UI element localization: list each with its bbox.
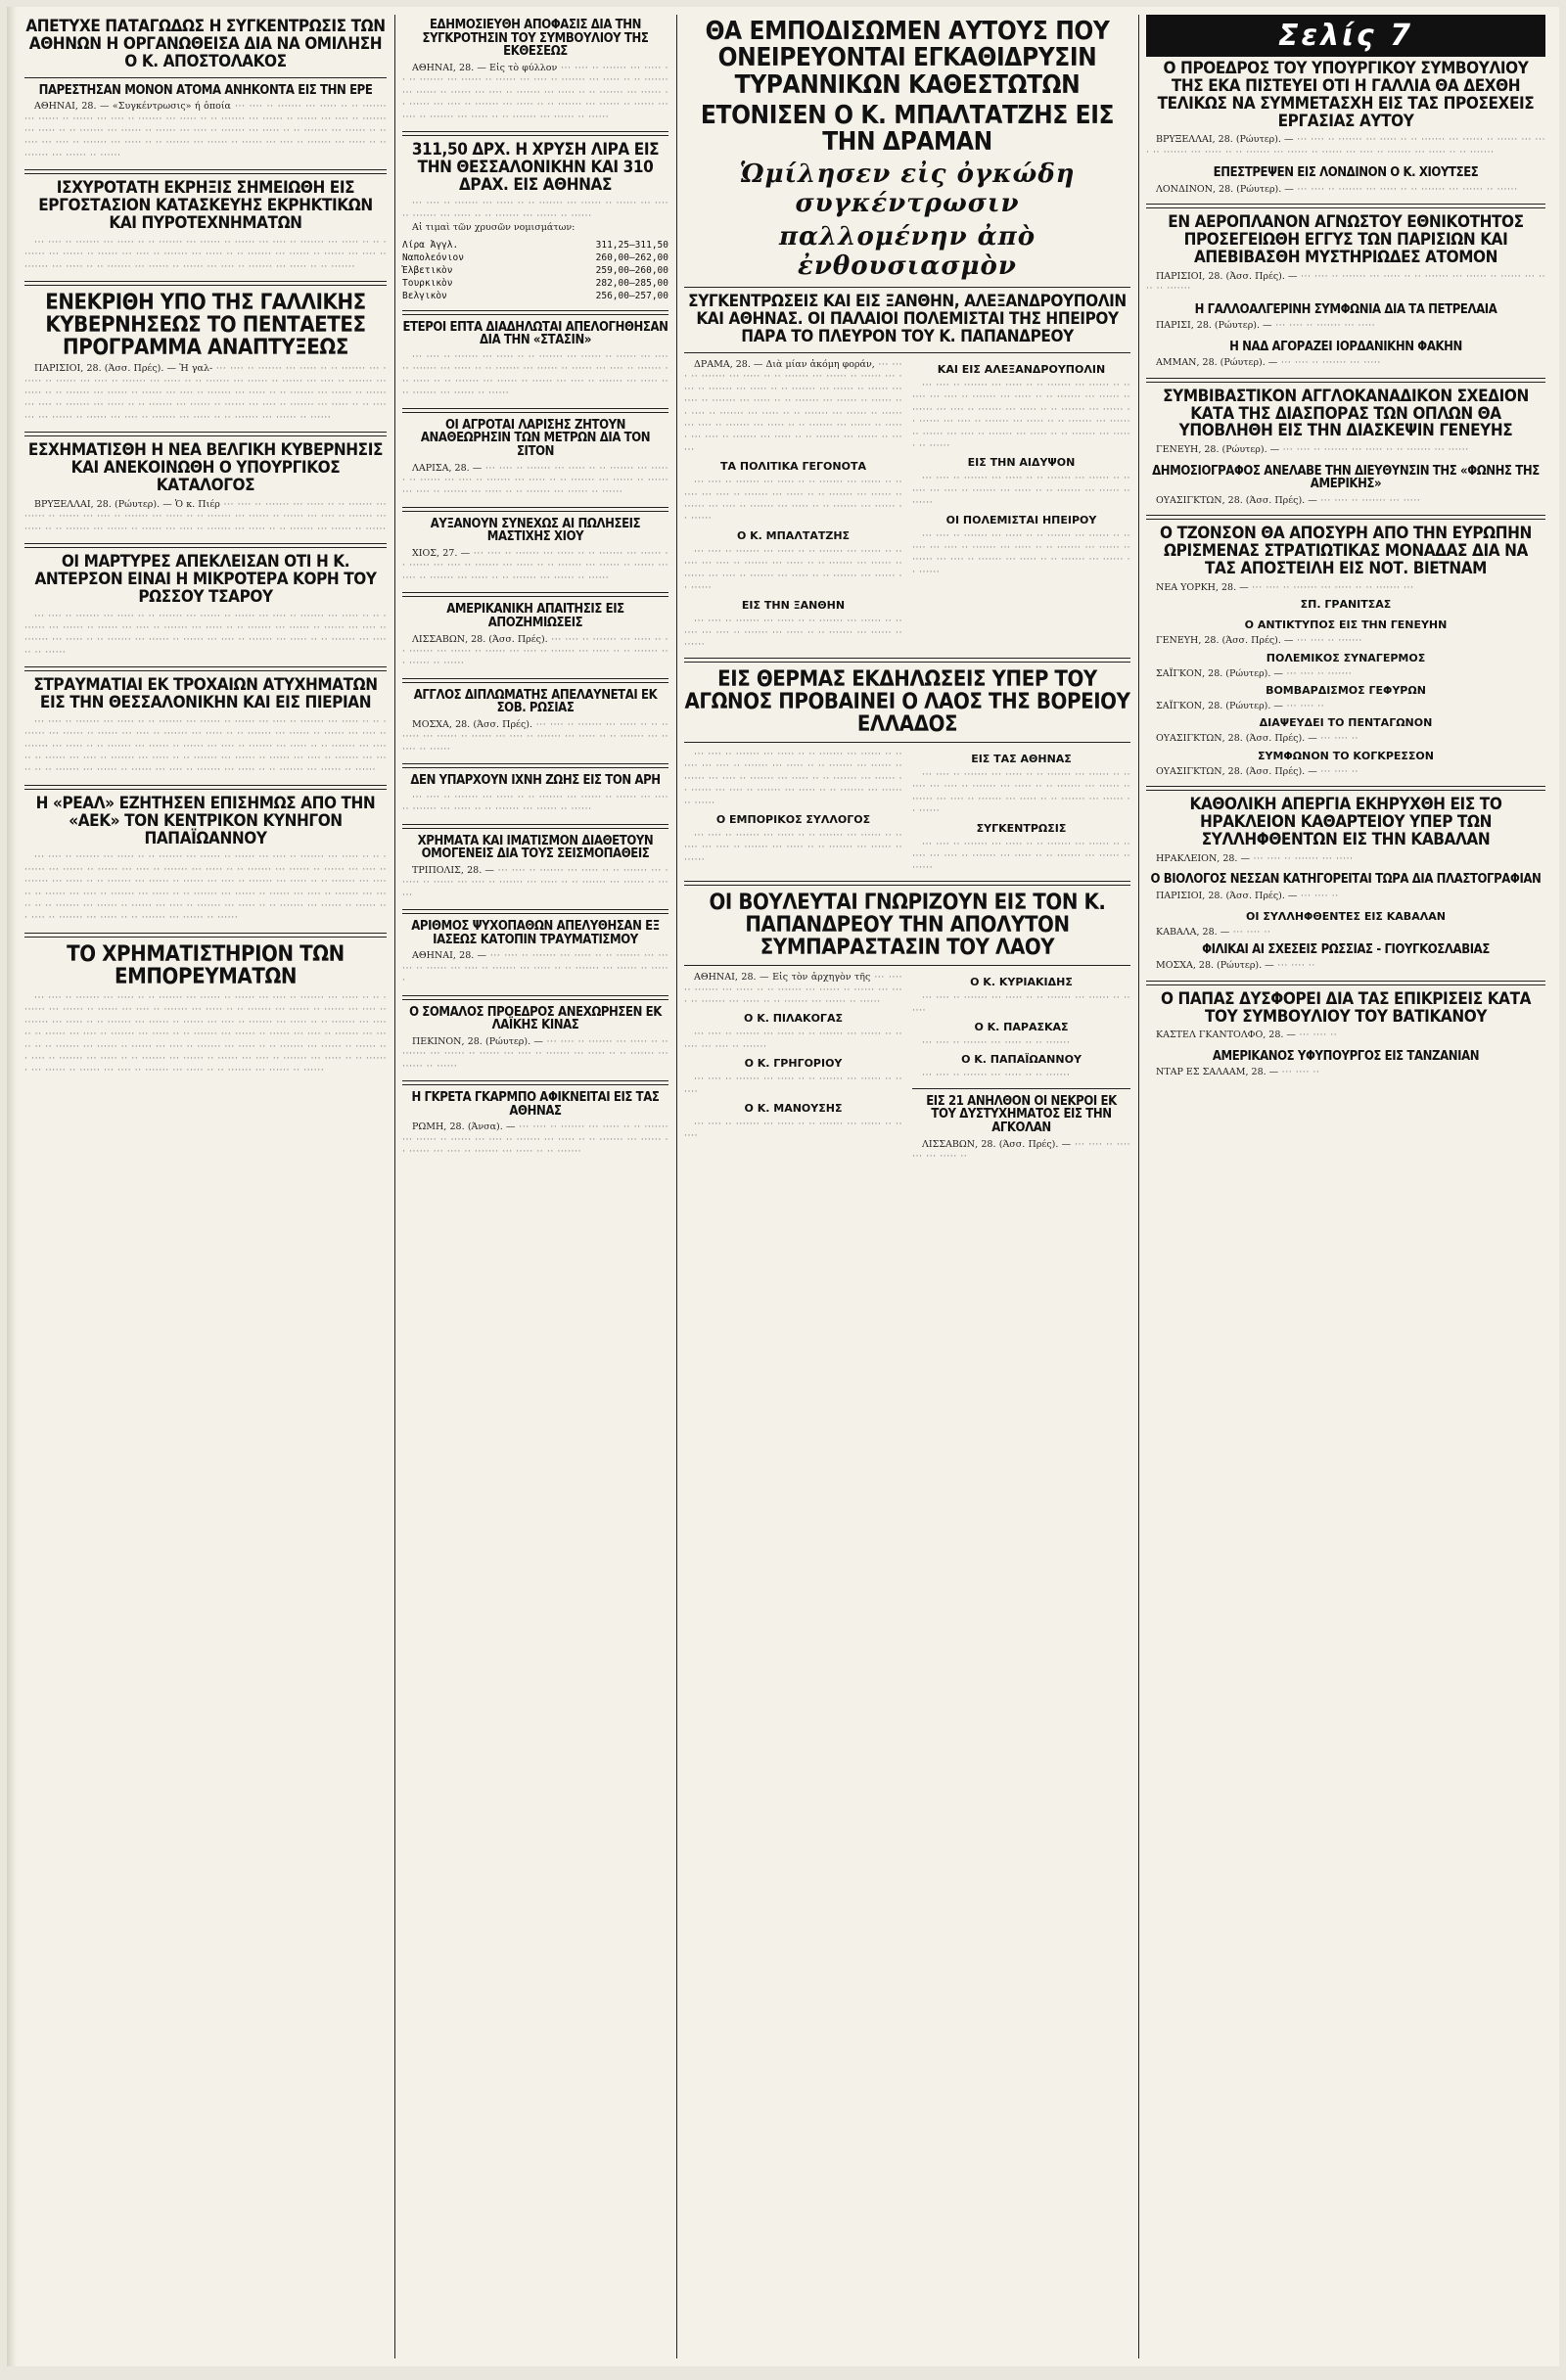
headline: Η ΝΑΔ ΑΓΟΡΑΖΕΙ ΙΟΡΔΑΝΙΚΗΝ ΦΑΚΗΝ: [1229, 339, 1462, 354]
body-column-left: [684, 972, 902, 1163]
article: [1146, 526, 1545, 611]
article-body: ΜΟΣΧΑ, 28. (Άσσ. Πρές). ··· ···· ·· ······· ··· ····· ·· ·· ······· ··· ······ ·· ······ ··· ···· ·· ······· ··· ····· ·· ·· ······· ··· ······ ·· ······: [402, 719, 668, 755]
section-head: ΚΑΙ ΕΙΣ ΑΛΕΞΑΝΔΡΟΥΠΟΛΙΝ: [937, 363, 1106, 377]
dateline: ΛΙΣΣΑΒΩΝ, 28. (Άσσ. Πρές).: [412, 633, 548, 645]
headline: Η ΓΑΛΛΟΑΛΓΕΡΙΝΗ ΣΥΜΦΩΝΙΑ ΔΙΑ ΤΑ ΠΕΤΡΕΛΑΙΑ: [1194, 301, 1497, 317]
column-rule: [394, 15, 395, 2358]
headline: ΕΤΕΡΟΙ ΕΠΤΑ ΔΙΑΔΗΛΩΤΑΙ ΑΠΕΛΟΓΗΘΗΣΑΝ ΔΙΑ ΤΗΝ «ΣΤΑΣΙΝ»: [402, 319, 668, 348]
dateline: ΛΙΣΣΑΒΩΝ, 28. (Άσσ. Πρές). —: [922, 1138, 1072, 1150]
article-body: ··· ···· ·· ······· ··· ····· ·· ·· ······· ··· ······ ·· ······ ··· ···· ·· ······· ··· ····· ·· ·· ······· ··· ······ ·· ······: [684, 615, 902, 651]
article: [1146, 988, 1545, 1042]
article: [1146, 386, 1545, 457]
dateline: ΠΑΡΙΣΙΟΙ, 28. (Άσσ. Πρές). — Ἡ γαλ-: [34, 363, 213, 375]
headline: ΣΥΜΒΙΒΑΣΤΙΚΟΝ ΑΓΓΛΟΚΑΝΑΔΙΚΟΝ ΣΧΕΔΙΟΝ ΚΑΤΑ ΤΗΣ ΔΙΑΣΠΟΡΑΣ ΤΩΝ ΟΠΛΩΝ ΘΑ ΥΠΟΒΛΗΘΗ ΕΙΣ ΤΗΝ ΔΙΑΣΚΕΨΙΝ ΓΕΝΕΥΗΣ: [1163, 386, 1529, 441]
two-column-body: [684, 972, 1130, 1163]
headline: ΟΙ ΑΓΡΟΤΑΙ ΛΑΡΙΣΗΣ ΖΗΤΟΥΝ ΑΝΑΘΕΩΡΗΣΙΝ ΤΩΝ ΜΕΤΡΩΝ ΔΙΑ ΤΟΝ ΣΙΤΟΝ: [420, 417, 651, 459]
script-subtitle-2: παλλομένην ἀπὸ ἐνθουσιασμὸν: [778, 222, 1036, 282]
prices-caption: Αἱ τιμαὶ τῶν χρυσῶν νομισμάτων:: [412, 222, 576, 234]
divider: [402, 824, 668, 829]
section-head: ΠΟΛΕΜΙΚΟΣ ΣΥΝΑΓΕΡΜΟΣ: [1266, 651, 1426, 664]
dateline: ΓΕΝΕΥΗ, 28. (Ρώυτερ). —: [1156, 444, 1280, 456]
headline: ΔΗΜΟΣΙΟΓΡΑΦΟΣ ΑΝΕΛΑΒΕ ΤΗΝ ΔΙΕΥΘΥΝΣΙΝ ΤΗΣ «ΦΩΝΗΣ ΤΗΣ ΑΜΕΡΙΚΗΣ»: [1152, 463, 1540, 492]
section-head: ΣΥΜΦΩΝΟΝ ΤΟ ΚΟΓΚΡΕΣΣΟΝ: [1258, 749, 1434, 762]
divider: [684, 658, 1130, 663]
price-row: Λίρα Ἀγγλ. 311,25—311,50: [402, 239, 668, 251]
dateline: ΒΡΥΞΕΛΛΑΙ, 28. (Ρώυτερ). —: [1156, 134, 1294, 146]
dateline: ΑΜΜΑΝ, 28. (Ρώυτερ). —: [1156, 357, 1278, 369]
dateline: ΠΕΚΙΝΟΝ, 28. (Ρώυτερ). —: [412, 1035, 543, 1047]
body-column-right: [912, 972, 1130, 1163]
article: [402, 19, 668, 123]
two-column-body: [684, 749, 1130, 875]
script-subtitle: Ὡμίλησεν εἰς ὀγκώδη συγκέντρωσιν: [739, 160, 1076, 219]
two-column-body: [684, 359, 1130, 652]
divider: [402, 310, 668, 315]
divider: [684, 965, 1130, 966]
section-head: ΕΙΣ ΤΗΝ ΞΑΝΘΗΝ: [741, 598, 846, 612]
boxed-headline: ΕΙΣ 21 ΑΝΗΛΘΟΝ ΟΙ ΝΕΚΡΟΙ ΕΚ ΤΟΥ ΔΥΣΤΥΧΗΜΑΤΟΣ ΕΙΣ ΤΗΝ ΑΓΚΟΛΑΝ: [926, 1093, 1117, 1136]
divider: [24, 77, 387, 78]
article: [1146, 465, 1545, 508]
section-head: Ο Κ. ΜΠΑΛΤΑΤΖΗΣ: [736, 528, 851, 542]
dateline: ΑΘΗΝΑΙ, 28. — «Συγκέντρωσις» ή ὁποία: [34, 101, 231, 113]
price-row: Ναπολεόνιον 260,00—262,00: [402, 252, 668, 263]
byline: ΣΠ. ΓΡΑΝΙΤΣΑΣ: [1300, 598, 1392, 612]
article-body: ··· ···· ·· ······· ··· ····· ·· ·· ·······: [922, 1036, 1071, 1048]
section-head: Ο Κ. ΠΑΠΑΪΩΑΝΝΟΥ: [961, 1053, 1082, 1067]
article: [1146, 61, 1545, 159]
price-row: Τουρκικὸν 282,00—285,00: [402, 277, 668, 289]
gold-price-table: [402, 239, 668, 302]
article-body: ΧΙΟΣ, 27. — ··· ···· ·· ······· ··· ····· ·· ·· ······· ··· ······ ·· ······ ··· ···· ·· ······· ··· ····· ·· ·· ······· ··· ······ ·· ······ ··· ···· ·· ······· ··· ····· ·· ·· ······· ··· ······ ·· ······: [402, 548, 668, 583]
article: [1146, 341, 1545, 370]
divider: [1146, 515, 1545, 520]
headline: 311,50 ΔΡΧ. Η ΧΡΥΣΗ ΛΙΡΑ ΕΙΣ ΤΗΝ ΘΕΣΣΑΛΟΝΙΚΗΝ ΚΑΙ 310 ΔΡΑΧ. ΕΙΣ ΑΘΗΝΑΣ: [411, 139, 660, 195]
article: [402, 419, 668, 499]
dateline: ΟΥΑΣΙΓΚΤΩΝ, 28. (Άσσ. Πρές). —: [1156, 765, 1317, 777]
page-number-banner: Σελίς 7: [1146, 15, 1545, 57]
article-body: ··· ···· ·· ······· ··· ····· ·· ·· ······· ··· ······ ·· ······: [912, 992, 1130, 1016]
headline: ΕΔΗΜΟΣΙΕΥΘΗ ΑΠΟΦΑΣΙΣ ΔΙΑ ΤΗΝ ΣΥΓΚΡΟΤΗΣΙΝ ΤΟΥ ΣΥΜΒΟΥΛΙΟΥ ΤΗΣ ΕΚΘΕΣΕΩΣ: [422, 18, 649, 60]
dateline: ΜΟΣΧΑ, 28. (Ρώυτερ). —: [1156, 960, 1274, 972]
article: [1146, 910, 1545, 972]
dateline: ΠΑΡΙΣΙ, 28. (Ρώυτερ). —: [1156, 320, 1272, 332]
center-columns: [678, 15, 1136, 2358]
headline: ΑΡΙΘΜΟΣ ΨΥΧΟΠΑΘΩΝ ΑΠΕΛΥΘΗΣΑΝ ΕΞ ΙΑΣΕΩΣ ΚΑΤΟΠΙΝ ΤΡΑΥΜΑΤΙΣΜΟΥ: [411, 919, 660, 947]
article-body: ΚΑΒΑΛΑ, 28. — ··· ···· ··: [1156, 927, 1271, 938]
article-body: ΓΕΝΕΥΗ, 28. (Ρώυτερ). — ··· ···· ·· ······· ··· ····· ·· ·· ······· ··· ······: [1156, 444, 1469, 456]
article: [24, 19, 387, 161]
dateline: ΟΥΑΣΙΓΚΤΩΝ, 28. (Άσσ. Πρές). —: [1156, 733, 1317, 745]
divider: [402, 763, 668, 768]
subheadline: ΣΥΓΚΕΝΤΡΩΣΕΙΣ ΚΑΙ ΕΙΣ ΞΑΝΘΗΝ, ΑΛΕΞΑΝΔΡΟΥΠΟΛΙΝ ΚΑΙ ΑΘΗΝΑΣ. ΟΙ ΠΑΛΑΙΟΙ ΠΟΛΕΜΙΣΤΑΙ ΤΗΣ ΗΠΕΙΡΟΥ ΠΑΡΑ ΤΟ ΠΛΕΥΡΟΝ ΤΟΥ Κ. ΠΑΠΑΝΔΡΕΟΥ: [688, 292, 1127, 347]
article: [402, 139, 668, 302]
article-body: ΟΥΑΣΙΓΚΤΩΝ, 28. (Άσσ. Πρές). — ··· ···· ··: [1156, 733, 1359, 745]
article-body: ··· ···· ·· ······· ··· ····· ·· ·· ······· ··· ······ ·· ······ ··· ···· ·· ······· ··· ····· ·· ·· ······· ··· ······ ·· ······ ··· ···· ·· ······· ··· ····· ·· ·· ······· ··· ······ ·· ······ ··· ···· ·· ······· ··· ····· ·· ·· ······· ··· ······ ·· ······: [402, 350, 668, 399]
headline: ΕΠΕΣΤΡΕΨΕΝ ΕΙΣ ΛΟΝΔΙΝΟΝ Ο Κ. ΧΙΟΥΤΣΕΣ: [1213, 165, 1479, 181]
article: [402, 518, 668, 585]
article: [1146, 873, 1545, 902]
divider: [24, 933, 387, 938]
article-body: ··· ···· ·· ······· ··· ····· ·· ·· ······· ··· ······ ·· ······ ··· ···· ·· ······· ··· ····· ·· ·· ······· ··· ······ ·· ······: [402, 198, 668, 221]
page-fold-shadow: [7, 7, 17, 2366]
divider: [24, 281, 387, 286]
dateline: ΒΡΥΞΕΛΛΑΙ, 28. (Ρώυτερ). — Ὁ κ. Πιέρ: [34, 498, 220, 510]
section-head: Ο Κ. ΓΡΗΓΟΡΙΟΥ: [744, 1057, 843, 1071]
article-body: ··· ···· ·· ······· ··· ····· ·· ·· ······· ··· ······ ·· ······ ··· ···· ·· ······· ··· ····· ·· ·· ······· ··· ······ ·· ······: [402, 791, 668, 815]
headline: Ο ΒΙΟΛΟΓΟΣ ΝΕΣΣΑΝ ΚΑΤΗΓΟΡΕΙΤΑΙ ΤΩΡΑ ΔΙΑ ΠΛΑΣΤΟΓΡΑΦΙΑΝ: [1150, 872, 1542, 888]
main-headline: ΘΑ ΕΜΠΟΔΙΣΩΜΕΝ ΑΥΤΟΥΣ ΠΟΥ ΟΝΕΙΡΕΥΟΝΤΑΙ ΕΓΚΑΘΙΔΡΥΣΙΝ ΤΥΡΑΝΝΙΚΩΝ ΚΑΘΕΣΤΩΤΩΝ: [705, 17, 1110, 100]
dateline: ΠΑΡΙΣΙΟΙ, 28. (Άσσ. Πρές). —: [1156, 890, 1298, 901]
article-body: ΝΤΑΡ ΕΣ ΣΑΛΑΑΜ, 28. — ··· ···· ··: [1156, 1067, 1320, 1078]
headline: Ο ΠΑΠΑΣ ΔΥΣΦΟΡΕΙ ΔΙΑ ΤΑΣ ΕΠΙΚΡΙΣΕΙΣ ΚΑΤΑ ΤΟΥ ΣΥΜΒΟΥΛΙΟΥ ΤΟΥ ΒΑΤΙΚΑΝΟΥ: [1160, 988, 1532, 1027]
article-body: ··· ···· ·· ······· ··· ····· ·· ·· ·······: [922, 1070, 1071, 1081]
article: [402, 774, 668, 815]
article-body: ··· ···· ·· ······· ··· ····· ·· ·· ······· ··· ······ ·· ······: [684, 1118, 902, 1142]
subheadline: ΠΑΡΕΣΤΗΣΑΝ ΜΟΝΟΝ ΑΤΟΜΑ ΑΝΗΚΟΝΤΑ ΕΙΣ ΤΗΝ ΕΡΕ: [38, 82, 373, 98]
dateline: ΟΥΑΣΙΓΚΤΩΝ, 28. (Άσσ. Πρές). —: [1156, 494, 1317, 506]
article: [24, 442, 387, 535]
headline: ΑΓΓΛΟΣ ΔΙΠΛΩΜΑΤΗΣ ΑΠΕΛΑΥΝΕΤΑΙ ΕΚ ΣΟΒ. ΡΩΣΙΑΣ: [413, 687, 658, 716]
article: [1146, 214, 1545, 295]
column-rule: [676, 15, 677, 2358]
column-rule: [1138, 15, 1139, 2358]
article-body: ΑΘΗΝΑΙ, 28. — Εἰς τὸν ἀρχηγὸν τῆς ··· ···· ·· ······· ··· ····· ·· ·· ······· ··· ······ ·· ······ ··· ···· ·· ······· ··· ····· ·· ·· ······· ··· ······ ·· ······: [684, 972, 902, 1007]
article: [402, 1006, 668, 1074]
headline: ΟΙ ΜΑΡΤΥΡΕΣ ΑΠΕΚΛΕΙΣΑΝ ΟΤΙ Η Κ. ΑΝΤΕΡΣΟΝ ΕΙΝΑΙ Η ΜΙΚΡΟΤΕΡΑ ΚΟΡΗ ΤΟΥ ΡΩΣΣΟΥ ΤΣΑΡΟΥ: [34, 552, 377, 607]
article-body: ΑΘΗΝΑΙ, 28. — «Συγκέντρωσις» ή ὁποία ··· ···· ·· ······· ··· ····· ·· ·· ······· ··· ······ ·· ······ ··· ···· ·· ······· ··· ····· ·· ·· ······· ··· ······ ·· ······ ··· ···· ·· ······· ··· ····· ·· ·· ······· ··· ······ ·· ······ ··· ···· ·· ······· ··· ····· ·· ·· ······· ··· ······ ·· ······ ··· ···· ·· ······· ··· ····· ·· ·· ······· ··· ······ ·· ······ ··· ···· ·· ······· ··· ····· ·· ·· ······· ··· ······ ·· ······: [24, 101, 387, 160]
headline: ΑΠΕΤΥΧΕ ΠΑΤΑΓΩΔΩΣ Η ΣΥΓΚΕΝΤΡΩΣΙΣ ΤΩΝ ΑΘΗΝΩΝ Η ΟΡΓΑΝΩΘΕΙΣΑ ΔΙΑ ΝΑ ΟΜΙΛΗΣΗ Ο Κ. ΑΠΟΣΤΟΛΑΚΟΣ: [25, 17, 386, 71]
article-body: ΣΑΪΓΚΟΝ, 28. (Ρώυτερ). — ··· ···· ·· ·······: [1156, 667, 1353, 679]
headline: ΧΡΗΜΑΤΑ ΚΑΙ ΙΜΑΤΙΣΜΟΝ ΔΙΑΘΕΤΟΥΝ ΟΜΟΓΕΝΕΙΣ ΔΙΑ ΤΟΥΣ ΣΕΙΣΜΟΠΑΘΕΙΣ: [417, 833, 654, 862]
dateline: ΑΘΗΝΑΙ, 28. —: [412, 950, 487, 962]
article: [24, 793, 387, 925]
section-head: Ο Κ. ΠΑΡΑΣΚΑΣ: [974, 1020, 1069, 1033]
article-body: ΛΙΣΣΑΒΩΝ, 28. (Άσσ. Πρές). ··· ···· ·· ······· ··· ····· ·· ·· ······· ··· ······ ·· ······ ··· ···· ·· ······· ··· ····· ·· ·· ······· ··· ······ ·· ······: [402, 633, 668, 669]
article-body: ΛΟΝΔΙΝΟΝ, 28. (Ρώυτερ). — ··· ···· ·· ······· ··· ····· ·· ·· ······· ··· ······ ·· ······: [1156, 183, 1518, 195]
article-body: ··· ···· ·· ······· ··· ····· ·· ·· ······· ··· ······ ·· ······ ··· ···· ·· ······· ··· ····· ·· ·· ······· ··· ······ ·· ······: [684, 830, 902, 865]
dateline: ΝΕΑ ΥΟΡΚΗ, 28. —: [1156, 581, 1249, 593]
dateline: ΚΑΒΑΛΑ, 28. —: [1156, 927, 1230, 938]
article-body: ··· ···· ·· ······· ··· ····· ·· ·· ······· ··· ······ ·· ······ ··· ···· ·· ······· ··· ····· ·· ·· ······· ··· ······ ·· ······ ··· ···· ·· ······· ··· ····· ·· ·· ······· ··· ······ ·· ······ ··· ···· ·· ······· ··· ····· ·· ·· ······· ··· ······ ·· ······ ··· ···· ·· ······· ··· ····· ·· ·· ······· ··· ······ ·· ······: [912, 380, 1130, 452]
divider: [912, 1088, 1130, 1089]
body-column-right: [912, 749, 1130, 875]
section-head: ΤΑ ΠΟΛΙΤΙΚΑ ΓΕΓΟΝΟΤΑ: [720, 460, 866, 474]
headline: Η ΓΚΡΕΤΑ ΓΚΑΡΜΠΟ ΑΦΙΚΝΕΙΤΑΙ ΕΙΣ ΤΑΣ ΑΘΗΝΑΣ: [411, 1090, 660, 1119]
article-body: ΛΑΡΙΣΑ, 28. — ··· ···· ·· ······· ··· ····· ·· ·· ······· ··· ······ ·· ······ ··· ···· ·· ······· ··· ····· ·· ·· ······· ··· ······ ·· ······ ··· ···· ·· ······· ··· ····· ·· ·· ······· ··· ······ ·· ······: [402, 462, 668, 498]
article-body: ΠΑΡΙΣΙΟΙ, 28. (Ἀσσ. Πρές). — ··· ···· ·· ······· ··· ····· ·· ·· ······· ··· ······ ·· ······ ··· ···· ·· ·······: [1146, 270, 1545, 295]
divider: [402, 909, 668, 914]
article-body: ··· ···· ·· ······· ··· ····· ·· ·· ······· ··· ······ ·· ······ ··· ···· ·· ······· ··· ····· ·· ·· ······· ··· ······ ·· ······ ··· ···· ·· ······· ··· ····· ·· ·· ······· ··· ······ ·· ······ ··· ···· ·· ······· ··· ····· ·· ·· ······· ··· ······ ·· ······ ··· ···· ·· ······· ··· ····· ·· ·· ······· ··· ······ ·· ······ ··· ···· ·· ······· ··· ····· ·· ·· ······· ··· ······ ·· ······ ··· ···· ·· ······· ··· ····· ·· ·· ······· ··· ······ ·· ······ ··· ···· ·· ······· ··· ····· ·· ·· ······· ··· ······ ·· ······ ··· ···· ·· ······· ··· ····· ·· ·· ······· ··· ······ ·· ······: [24, 851, 387, 924]
headline: Ο ΠΡΟΕΔΡΟΣ ΤΟΥ ΥΠΟΥΡΓΙΚΟΥ ΣΥΜΒΟΥΛΙΟΥ ΤΗΣ ΕΚΑ ΠΙΣΤΕΥΕΙ ΟΤΙ Η ΓΑΛΛΙΑ ΘΑ ΔΕΧΘΗ ΤΕΛΙΚΩΣ ΝΑ ΣΥΜΜΕΤΑΣΧΗ ΕΙΣ ΤΑΣ ΠΡΟΣΕΧΕΙΣ ΕΡΓΑΣΙΑΣ ΑΥΤΟΥ: [1157, 59, 1535, 131]
article-body: ΠΑΡΙΣΙΟΙ, 28. (Άσσ. Πρές). — ··· ···· ··: [1156, 890, 1339, 901]
dateline: ΤΡΙΠΟΛΙΣ, 28. —: [412, 864, 494, 876]
article: [402, 321, 668, 400]
body-column-left: [684, 749, 902, 875]
article-body: ··· ···· ·· ······· ··· ····· ·· ·· ······· ··· ······ ·· ······ ··· ···· ·· ······· ··· ····· ·· ·· ······· ··· ······ ·· ······ ··· ···· ·· ······· ··· ····· ·· ·· ······· ··· ······ ·· ······: [684, 545, 902, 594]
article-body: ΑΜΜΑΝ, 28. (Ρώυτερ). — ··· ···· ·· ······· ··· ·····: [1156, 357, 1381, 369]
article-body: ΒΡΥΞΕΛΛΑΙ, 28. (Ρώυτερ). — ··· ···· ·· ······· ··· ····· ·· ·· ······· ··· ······ ·· ······ ··· ···· ·· ······· ··· ····· ·· ·· ······· ··· ······ ·· ······ ··· ···· ·· ······· ··· ····· ·· ·· ·······: [1146, 134, 1545, 158]
article-body: ΠΑΡΙΣΙΟΙ, 28. (Άσσ. Πρές). — Ἡ γαλ- ··· ···· ·· ······· ··· ····· ·· ·· ······· ··· ······ ·· ······ ··· ···· ·· ······· ··· ····· ·· ·· ······· ··· ······ ·· ······ ··· ···· ·· ······· ··· ····· ·· ·· ······· ··· ······ ·· ······ ··· ···· ·· ······· ··· ····· ·· ·· ······· ··· ······ ·· ······ ··· ···· ·· ······· ··· ····· ·· ·· ······· ··· ······ ·· ······ ··· ···· ·· ······· ··· ····· ·· ·· ······· ··· ······ ·· ······ ··· ···· ·· ······· ··· ····· ·· ·· ······· ··· ······ ·· ······: [24, 363, 387, 423]
section-head: ΕΙΣ ΤΑΣ ΑΘΗΝΑΣ: [971, 753, 1072, 766]
section-head: ΕΙΣ ΤΗΝ ΑΙΔΥΨΟΝ: [967, 456, 1076, 470]
article-body: ··· ···· ·· ······· ··· ····· ·· ·· ······· ··· ······ ·· ······ ··· ···· ·· ······· ··· ····· ·· ·· ······· ··· ······ ·· ······ ··· ···· ·· ······· ··· ····· ·· ·· ······· ··· ······ ·· ······: [912, 769, 1130, 817]
divider: [402, 592, 668, 597]
article-body: ΑΘΗΝΑΙ, 28. — Εἰς τὸ φύλλον ··· ···· ·· ······· ··· ····· ·· ·· ······· ··· ······ ·· ······ ··· ···· ·· ······· ··· ····· ·· ·· ······· ··· ······ ·· ······ ··· ···· ·· ······· ··· ····· ·· ·· ······· ··· ······ ·· ······ ··· ···· ·· ······· ··· ····· ·· ·· ······· ··· ······ ·· ······ ··· ···· ·· ······· ··· ····· ·· ·· ······· ··· ······ ·· ······: [402, 62, 668, 122]
article-body: ΔΡΑΜΑ, 28. — Διὰ μίαν ἀκόμη φοράν, ··· ···· ·· ······· ··· ····· ·· ·· ······· ··· ······ ·· ······ ··· ···· ·· ······· ··· ····· ·· ·· ······· ··· ······ ·· ······ ··· ···· ·· ······· ··· ····· ·· ·· ······· ··· ······ ·· ······ ··· ···· ·· ······· ··· ····· ·· ·· ······· ··· ······ ·· ······ ··· ···· ·· ······· ··· ····· ·· ·· ······· ··· ······ ·· ······ ··· ···· ·· ······· ··· ····· ·· ·· ······· ··· ······ ·· ······: [684, 359, 902, 455]
divider: [684, 881, 1130, 886]
body-column-left: [684, 359, 902, 652]
article-body: ΠΕΚΙΝΟΝ, 28. (Ρώυτερ). — ··· ···· ·· ······· ··· ····· ·· ·· ······· ··· ······ ·· ······ ··· ···· ·· ······· ··· ····· ·· ·· ······· ··· ······ ·· ······: [402, 1035, 668, 1072]
article: [24, 554, 387, 659]
section-head: ΟΙ ΣΥΛΛΗΦΘΕΝΤΕΣ ΕΙΣ ΚΑΒΑΛΑΝ: [1246, 910, 1446, 924]
divider: [24, 666, 387, 671]
section-head: Ο Κ. ΜΑΝΟΥΣΗΣ: [744, 1101, 843, 1115]
dateline: ΠΑΡΙΣΙΟΙ, 28. (Ἀσσ. Πρές). —: [1156, 270, 1298, 282]
section-head: ΔΙΑΨΕΥΔΕΙ ΤΟ ΠΕΝΤΑΓΩΝΟΝ: [1259, 716, 1433, 730]
divider: [1146, 378, 1545, 383]
body-column-right: [912, 359, 1130, 652]
divider: [24, 169, 387, 174]
headline: ΕΝ ΑΕΡΟΠΛΑΝΟΝ ΑΓΝΩΣΤΟΥ ΕΘΝΙΚΟΤΗΤΟΣ ΠΡΟΣΕΓΕΙΩΘΗ ΕΓΓΥΣ ΤΩΝ ΠΑΡΙΣΙΩΝ ΚΑΙ ΑΠΕΒΙΒΑΣΘΗ ΜΥΣΤΗΡΙΩΔΕΣ ΑΤΟΜΟΝ: [1168, 212, 1524, 267]
dateline: ΑΘΗΝΑΙ, 28. — Εἰς τὸν ἀρχηγὸν τῆς: [694, 972, 871, 984]
article: [1146, 1050, 1545, 1079]
headline: ΑΜΕΡΙΚΑΝΟΣ ΥΦΥΠΟΥΡΓΟΣ ΕΙΣ ΤΑΝΖΑΝΙΑΝ: [1212, 1048, 1480, 1064]
dateline: ΣΑΪΓΚΟΝ, 28. (Ρώυτερ). —: [1156, 667, 1283, 679]
dateline: ΓΕΝΕΥΗ, 28. (Άσσ. Πρές). —: [1156, 635, 1294, 647]
article: [24, 677, 387, 777]
article-body: ΝΕΑ ΥΟΡΚΗ, 28. — ··· ···· ·· ······· ··· ····· ·· ·· ······· ···: [1156, 581, 1414, 593]
dateline: ΛΑΡΙΣΑ, 28. —: [412, 462, 483, 474]
article: [402, 1091, 668, 1159]
column-2: [396, 15, 674, 2358]
article-body: ··· ···· ·· ······· ··· ····· ·· ·· ······· ··· ······ ·· ······ ··· ···· ·· ······· ··· ····· ·· ·· ······· ··· ······ ·· ······ ··· ···· ·· ······· ··· ····· ·· ·· ······· ··· ······ ·· ······ ··· ···· ·· ······· ··· ····· ·· ·· ······· ··· ······ ·· ······ ··· ···· ·· ······· ··· ····· ·· ·· ······· ··· ······ ·· ······ ··· ···· ·· ······· ··· ····· ·· ·· ······· ··· ······ ·· ······ ··· ···· ·· ······· ··· ····· ·· ·· ······· ··· ······ ·· ······ ··· ···· ·· ······· ··· ····· ·· ·· ······· ··· ······ ·· ······: [24, 715, 387, 776]
article-body: ΜΟΣΧΑ, 28. (Ρώυτερ). — ··· ···· ··: [1156, 960, 1315, 972]
article: [402, 689, 668, 756]
article-body: ΚΑΣΤΕΛ ΓΚΑΝΤΟΛΦΟ, 28. — ··· ···· ··: [1156, 1030, 1338, 1041]
dateline: ΝΤΑΡ ΕΣ ΣΑΛΑΑΜ, 28. —: [1156, 1067, 1279, 1078]
divider: [1146, 204, 1545, 208]
article-body: ΗΡΑΚΛΕΙΟΝ, 28. — ··· ···· ·· ······· ··· ·····: [1156, 852, 1354, 864]
section-head: ΟΙ ΠΟΛΕΜΙΣΤΑΙ ΗΠΕΙΡΟΥ: [945, 513, 1097, 526]
divider: [402, 507, 668, 512]
headline: ΤΟ ΧΡΗΜΑΤΙΣΤΗΡΙΟΝ ΤΩΝ ΕΜΠΟΡΕΥΜΑΤΩΝ: [67, 941, 345, 989]
article-body: ··· ···· ·· ······· ··· ····· ·· ·· ······· ··· ······ ·· ······: [684, 1074, 902, 1097]
article-body: ··· ···· ·· ······· ··· ····· ·· ·· ······· ··· ······ ·· ······ ··· ···· ·· ······· ··· ····· ·· ·· ······· ··· ······ ·· ······ ··· ···· ·· ······· ··· ····· ·· ·· ······· ··· ······ ·· ······ ··· ···· ·· ······· ··· ····· ·· ·· ······· ··· ······ ·· ······ ··· ···· ·· ······· ··· ····· ·· ·· ·······: [24, 236, 387, 272]
newspaper-page: [7, 7, 1559, 2366]
article-body: ΡΩΜΗ, 28. (Άνσα). — ··· ···· ·· ······· ··· ····· ·· ·· ······· ··· ······ ·· ······ ··· ···· ·· ······· ··· ····· ·· ·· ······· ··· ······ ·· ······ ··· ···· ·· ······· ··· ····· ·· ·· ·······: [402, 1121, 668, 1158]
main-headline-2: ΕΤΟΝΙΣΕΝ Ο Κ. ΜΠΑΛΤΑΤΖΗΣ ΕΙΣ ΤΗΝ ΔΡΑΜΑΝ: [700, 100, 1115, 158]
article-body: ΓΕΝΕΥΗ, 28. (Άσσ. Πρές). — ··· ···· ·· ·······: [1156, 635, 1362, 647]
article: [402, 603, 668, 670]
divider: [684, 287, 1130, 288]
divider: [402, 408, 668, 413]
dateline: ΚΑΣΤΕΛ ΓΚΑΝΤΟΛΦΟ, 28. —: [1156, 1030, 1296, 1041]
section-head: Ο ΑΝΤΙΚΤΥΠΟΣ ΕΙΣ ΤΗΝ ΓΕΝΕΥΗΝ: [1244, 618, 1448, 632]
divider: [402, 1080, 668, 1085]
article-body: ··· ···· ·· ······· ··· ····· ·· ·· ······· ··· ······ ·· ······ ··· ···· ·· ······· ··· ····· ·· ·· ······· ··· ······ ·· ······ ··· ···· ·· ······· ··· ····· ·· ·· ······· ··· ······ ·· ······ ··· ···· ·· ······· ··· ····· ·· ·· ······· ··· ······ ·· ······: [684, 749, 902, 808]
article: [24, 292, 387, 424]
price-row: Βελγικὸν 256,00—257,00: [402, 290, 668, 301]
article-body: ΟΥΑΣΙΓΚΤΩΝ, 28. (Άσσ. Πρές). — ··· ···· ··: [1156, 765, 1359, 777]
article-body: ΑΘΗΝΑΙ, 28. — ··· ···· ·· ······· ··· ····· ·· ·· ······· ··· ······ ·· ······ ··· ···· ·· ······· ··· ····· ·· ·· ······· ··· ······ ·· ······: [402, 950, 668, 986]
article: [1146, 166, 1545, 196]
article-body: ··· ···· ·· ······· ··· ····· ·· ·· ······· ··· ······ ·· ······ ··· ···· ·· ······· ··· ····· ·· ·· ······· ··· ······ ·· ······ ··· ···· ·· ······· ··· ····· ·· ·· ······· ··· ······ ·· ······ ··· ···· ·· ······· ··· ····· ·· ·· ······· ··· ······ ·· ······ ··· ···· ·· ······· ··· ····· ·· ·· ······· ··· ······ ·· ······ ··· ···· ·· ······· ··· ····· ·· ·· ······· ··· ······ ·· ······ ··· ···· ·· ······· ··· ····· ·· ·· ······· ··· ······ ·· ······ ··· ···· ·· ······· ··· ····· ·· ·· ······· ··· ······ ·· ······ ··· ···· ·· ······· ··· ····· ·· ·· ······· ··· ······ ·· ······ ··· ···· ·· ······· ··· ····· ·· ·· ······· ··· ······ ·· ······ ··· ···· ·· ······· ··· ····· ·· ·· ······· ··· ······ ·· ······: [24, 992, 387, 1076]
article: [402, 920, 668, 987]
article-body: ··· ···· ·· ······· ··· ····· ·· ·· ······· ··· ······ ·· ······ ··· ···· ·· ······· ··· ····· ·· ·· ······· ··· ······ ·· ······: [912, 838, 1130, 874]
headline: ΑΥΞΑΝΟΥΝ ΣΥΝΕΧΩΣ ΑΙ ΠΩΛΗΣΕΙΣ ΜΑΣΤΙΧΗΣ ΧΙΟΥ: [430, 516, 641, 545]
divider: [684, 742, 1130, 743]
divider: [24, 543, 387, 548]
article-body: ··· ···· ·· ······· ··· ····· ·· ·· ······· ··· ······ ·· ······ ··· ···· ·· ······· ··· ····· ·· ·· ······· ··· ······ ·· ······ ··· ···· ·· ······· ··· ····· ·· ·· ······· ··· ······ ·· ······: [684, 477, 902, 525]
dateline: ΡΩΜΗ, 28. (Άνσα). —: [412, 1121, 516, 1133]
headline: ΙΣΧΥΡΟΤΑΤΗ ΕΚΡΗΞΙΣ ΣΗΜΕΙΩΘΗ ΕΙΣ ΕΡΓΟΣΤΑΣΙΟΝ ΚΑΤΑΣΚΕΥΗΣ ΕΚΡΗΚΤΙΚΩΝ ΚΑΙ ΠΥΡΟΤΕΧΝΗΜΑΤΩΝ: [38, 178, 373, 233]
column-5: [1140, 15, 1551, 2358]
section-head: Ο Κ. ΠΙΛΑΚΟΓΑΣ: [744, 1012, 843, 1026]
headline: Ο ΣΟΜΑΛΟΣ ΠΡΟΕΔΡΟΣ ΑΝΕΧΩΡΗΣΕΝ ΕΚ ΛΑΪΚΗΣ ΚΙΝΑΣ: [409, 1004, 662, 1033]
article-body: ΤΡΙΠΟΛΙΣ, 28. — ··· ···· ·· ······· ··· ····· ·· ·· ······· ··· ······ ·· ······ ··· ···· ·· ······· ··· ····· ·· ·· ······· ··· ······ ·· ······: [402, 864, 668, 900]
divider: [1146, 981, 1545, 985]
article-body: ΠΑΡΙΣΙ, 28. (Ρώυτερ). — ··· ···· ·· ······· ··· ·····: [1156, 320, 1376, 332]
dateline: ΑΘΗΝΑΙ, 28. — Εἰς τὸ φύλλον: [412, 62, 558, 73]
article-body: ··· ···· ·· ······· ··· ····· ·· ·· ······· ··· ······ ·· ······ ··· ···· ·· ······· ··· ····· ·· ·· ······· ··· ······ ·· ······ ··· ···· ·· ······· ··· ····· ·· ·· ······· ··· ······ ·· ······: [912, 529, 1130, 577]
headline: Η «ΡΕΑΛ» ΕΖΗΤΗΣΕΝ ΕΠΙΣΗΜΩΣ ΑΠΟ ΤΗΝ «ΑΕΚ» ΤΟΝ ΚΕΝΤΡΙΚΟΝ ΚΥΝΗΓΟΝ ΠΑΠΑΪΩΑΝΝΟΥ: [35, 793, 376, 848]
dateline: ΧΙΟΣ, 27. —: [412, 548, 471, 560]
article: [1146, 797, 1545, 865]
headline: ΚΑΘΟΛΙΚΗ ΑΠΕΡΓΙΑ ΕΚΗΡΥΧΘΗ ΕΙΣ ΤΟ ΗΡΑΚΛΕΙΟΝ ΚΑΘΑΡΤΕΙΟΥ ΥΠΕΡ ΤΩΝ ΣΥΛΛΗΦΘΕΝΤΩΝ ΕΙΣ ΤΗΝ ΚΑΒΑΛΑΝ: [1189, 795, 1502, 849]
divider: [1146, 786, 1545, 791]
divider: [24, 785, 387, 790]
headline: ΟΙ ΒΟΥΛΕΥΤΑΙ ΓΝΩΡΙΖΟΥΝ ΕΙΣ ΤΟΝ Κ. ΠΑΠΑΝΔΡΕΟΥ ΤΗΝ ΑΠΟΛΥΤΟΝ ΣΥΜΠΑΡΑΣΤΑΣΙΝ ΤΟΥ ΛΑΟΥ: [709, 890, 1106, 961]
divider: [402, 995, 668, 1000]
dateline: ΜΟΣΧΑ, 28. (Άσσ. Πρές).: [412, 719, 533, 731]
article-body: ··· ···· ·· ······· ··· ····· ·· ·· ······· ··· ······ ·· ······ ··· ···· ·· ······· ··· ····· ·· ·· ······· ··· ······ ·· ······ ··· ···· ·· ······· ··· ····· ·· ·· ······· ··· ······ ·· ······ ··· ···· ·· ······· ··· ····· ·· ·· ······· ··· ······ ·· ······ ··· ···· ·· ······· ··· ····· ·· ·· ······· ··· ······ ·· ······: [24, 610, 387, 658]
divider: [684, 352, 1130, 353]
article-body: ΛΙΣΣΑΒΩΝ, 28. (Άσσ. Πρές). — ··· ···· ·· ······· ··· ····· ··: [912, 1138, 1130, 1163]
headline: ΕΙΣ ΘΕΡΜΑΣ ΕΚΔΗΛΩΣΕΙΣ ΥΠΕΡ ΤΟΥ ΑΓΩΝΟΣ ΠΡΟΒΑΙΝΕΙ Ο ΛΑΟΣ ΤΗΣ ΒΟΡΕΙΟΥ ΕΛΛΑΔΟΣ: [684, 666, 1130, 737]
price-row: Ἑλβετικὸν 259,00—260,00: [402, 264, 668, 276]
headline: ΔΕΝ ΥΠΑΡΧΟΥΝ ΙΧΝΗ ΖΩΗΣ ΕΙΣ ΤΟΝ ΑΡΗ: [410, 773, 661, 789]
headline: ΕΝΕΚΡΙΘΗ ΥΠΟ ΤΗΣ ΓΑΛΛΙΚΗΣ ΚΥΒΕΡΝΗΣΕΩΣ ΤΟ ΠΕΝΤΑΕΤΕΣ ΠΡΟΓΡΑΜΜΑ ΑΝΑΠΤΥΞΕΩΣ: [45, 290, 366, 361]
divider: [24, 432, 387, 436]
headline: ΦΙΛΙΚΑΙ ΑΙ ΣΧΕΣΕΙΣ ΡΩΣΣΙΑΣ - ΓΙΟΥΓΚΟΣΛΑΒΙΑΣ: [1202, 941, 1490, 957]
column-1: [19, 15, 392, 2358]
article: [24, 180, 387, 273]
article-body: ΟΥΑΣΙΓΚΤΩΝ, 28. (Άσσ. Πρές). — ··· ···· ·· ······· ··· ·····: [1156, 494, 1421, 506]
section-head: Ο ΕΜΠΟΡΙΚΟΣ ΣΥΛΛΟΓΟΣ: [715, 813, 871, 827]
section-head: ΣΥΓΚΕΝΤΡΩΣΙΣ: [976, 821, 1067, 835]
headline: Ο ΤΖΟΝΣΟΝ ΘΑ ΑΠΟΣΥΡΗ ΑΠΟ ΤΗΝ ΕΥΡΩΠΗΝ ΩΡΙΣΜΕΝΑΣ ΣΤΡΑΤΙΩΤΙΚΑΣ ΜΟΝΑΔΑΣ ΔΙΑ ΝΑ ΤΑΣ ΑΠΟΣΤΕΙΛΗ ΕΙΣ ΝΟΤ. ΒΙΕΤΝΑΜ: [1160, 524, 1532, 578]
article-body: ··· ···· ·· ······· ··· ····· ·· ·· ······· ··· ······ ·· ······ ··· ···· ·· ·······: [684, 1029, 902, 1052]
section-head: Ο Κ. ΚΥΡΙΑΚΙΔΗΣ: [970, 976, 1073, 989]
article: [1146, 618, 1545, 778]
article: [402, 835, 668, 902]
divider: [402, 131, 668, 136]
dateline: ΛΟΝΔΙΝΟΝ, 28. (Ρώυτερ). —: [1156, 183, 1294, 195]
headline: ΣΤΡΑΥΜΑΤΙΑΙ ΕΚ ΤΡΟΧΑΙΩΝ ΑΤΥΧΗΜΑΤΩΝ ΕΙΣ ΤΗΝ ΘΕΣΣΑΛΟΝΙΚΗΝ ΚΑΙ ΕΙΣ ΠΙΕΡΙΑΝ: [33, 675, 378, 713]
article-body: ΒΡΥΞΕΛΛΑΙ, 28. (Ρώυτερ). — Ὁ κ. Πιέρ ··· ···· ·· ······· ··· ····· ·· ·· ······· ··· ······ ·· ······ ··· ···· ·· ······· ··· ····· ·· ·· ······· ··· ······ ·· ······ ··· ···· ·· ······· ··· ····· ·· ·· ······· ··· ······ ·· ······ ··· ···· ·· ······· ··· ····· ·· ·· ······· ··· ······ ·· ······: [24, 498, 387, 534]
article: [1146, 303, 1545, 333]
headline: ΑΜΕΡΙΚΑΝΙΚΗ ΑΠΑΙΤΗΣΙΣ ΕΙΣ ΑΠΟΖΗΜΙΩΣΕΙΣ: [446, 602, 624, 630]
article: [24, 943, 387, 1077]
dateline: ΣΑΪΓΚΟΝ, 28. (Ρώυτερ). —: [1156, 701, 1283, 712]
article-body: ΣΑΪΓΚΟΝ, 28. (Ρώυτερ). — ··· ···· ··: [1156, 701, 1325, 712]
headline: ΕΣΧΗΜΑΤΙΣΘΗ Η ΝΕΑ ΒΕΛΓΙΚΗ ΚΥΒΕΡΝΗΣΙΣ ΚΑΙ ΑΝΕΚΟΙΝΩΘΗ Ο ΥΠΟΥΡΓΙΚΟΣ ΚΑΤΑΛΟΓΟΣ: [27, 440, 384, 495]
article-body: ··· ···· ·· ······· ··· ····· ·· ·· ······· ··· ······ ·· ······ ··· ···· ·· ······· ··· ····· ·· ·· ······· ··· ······ ·· ······: [912, 473, 1130, 509]
divider: [402, 678, 668, 683]
dateline: ΗΡΑΚΛΕΙΟΝ, 28. —: [1156, 852, 1250, 864]
section-head: ΒΟΜΒΑΡΔΙΣΜΟΣ ΓΕΦΥΡΩΝ: [1266, 684, 1426, 698]
dateline: ΔΡΑΜΑ, 28. — Διὰ μίαν ἀκόμη φοράν,: [694, 359, 875, 371]
